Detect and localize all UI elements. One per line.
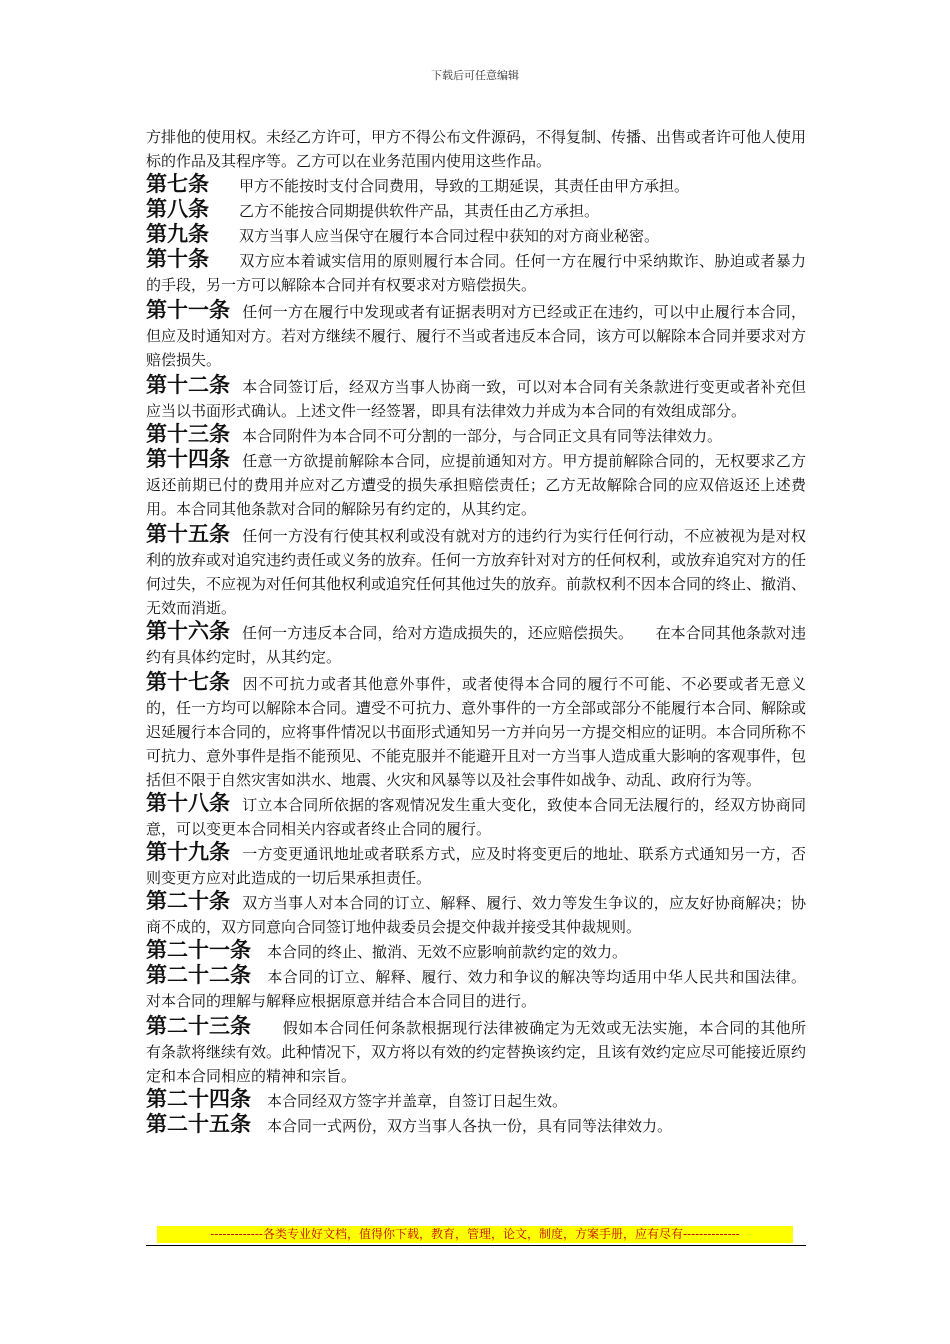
article-8: [146, 198, 806, 223]
article-text: 本合同附件为本合同不可分割的一部分，与合同正文具有同等法律效力。: [242, 427, 723, 445]
article-heading: 第二十四条: [146, 1087, 251, 1111]
article-21: [146, 939, 806, 964]
article-text: 订立本合同所依据的客观情况发生重大变化，致使本合同无法履行的，经双方协商同意，可以变更本合同相关内容或者终止合同的履行。: [146, 796, 806, 838]
article-10: [146, 248, 806, 297]
article-text: 一方变更通讯地址或者联系方式，应及时将变更后的地址、联系方式通知另一方，否则变更方应对此造成的一切后果承担责任。: [146, 845, 806, 887]
intro-paragraph: 方排他的使用权。未经乙方许可，甲方不得公布文件源码，不得复制、传播、出售或者许可他人使用标的作品及其程序等。乙方可以在业务范围内使用这些作品。: [146, 128, 807, 170]
article-19: [146, 841, 806, 890]
article-text: 假如本合同任何条款根据现行法律被确定为无效或无法实施，本合同的其他所有条款将继续有效。此种情况下，双方将以有效的约定替换该约定，且该有效约定应尽可能接近原约定和本合同相应的精神和宗旨。: [146, 1019, 807, 1085]
article-11: [146, 299, 806, 372]
contract-body: [146, 125, 806, 1138]
article-heading: 第二十一条: [146, 938, 251, 962]
article-heading: 第七条: [146, 172, 209, 196]
article-text: 任何一方没有行使其权利或没有就对方的违约行为实行任何行动，不应被视为是对权利的放弃或对追究违约责任或义务的放弃。任何一方放弃针对对方的任何权利，或放弃追究对方的任何过失，不应视为对任何其他权利或追究任何其他过失的放弃。前款权利不因本合同的终止、撤消、无效而消逝。: [146, 527, 807, 617]
article-text: 乙方不能按合同期提供软件产品，其责任由乙方承担。: [239, 202, 600, 220]
article-text: 任何一方在履行中发现或者有证据表明对方已经或正在违约，可以中止履行本合同，但应及时通知对方。若对方继续不履行、履行不当或者违反本合同，该方可以解除本合同并要求对方赔偿损失。: [146, 303, 807, 369]
article-heading: 第二十条: [146, 889, 230, 913]
article-16: [146, 620, 806, 669]
article-text: 本合同的订立、解释、履行、效力和争议的解决等均适用中华人民共和国法律。对本合同的理解与解释应根据原意并结合本合同目的进行。: [146, 968, 806, 1010]
article-heading: 第九条: [146, 222, 209, 246]
article-text: 本合同一式两份，双方当事人各执一份，具有同等法律效力。: [267, 1117, 673, 1135]
article-25: [146, 1113, 806, 1138]
article-heading: 第十五条: [146, 522, 230, 546]
article-text: 任意一方欲提前解除本合同，应提前通知对方。甲方提前解除合同的，无权要求乙方返还前期已付的费用并应对乙方遭受的损失承担赔偿责任；乙方无故解除合同的应双倍返还上述费用。本合同其他条款对合同的解除另有约定的，从其约定。: [146, 452, 806, 518]
article-7: [146, 173, 806, 198]
article-text: 双方当事人对本合同的订立、解释、履行、效力等发生争议的，应友好协商解决；协商不成的，双方同意向合同签订地仲裁委员会提交仲裁并接受其仲裁规则。: [146, 894, 806, 936]
article-20: [146, 890, 806, 939]
article-text: 本合同签订后，经双方当事人协商一致，可以对本合同有关条款进行变更或者补充但应当以书面形式确认。上述文件一经签署，即具有法律效力并成为本合同的有效组成部分。: [146, 378, 806, 420]
article-17: [146, 671, 806, 792]
article-heading: 第十二条: [146, 373, 230, 397]
article-heading: 第十三条: [146, 422, 230, 446]
article-text: 因不可抗力或者其他意外事件，或者使得本合同的履行不可能、不必要或者无意义的，任一方均可以解除本合同。遭受不可抗力、意外事件的一方全部或部分不能履行本合同、解除或迟延履行本合同的，应将事件情况以书面形式通知另一方并向另一方提交相应的证明。本合同所称不可抗力、意外事件是指不能预见、不能克服并不能避开且对一方当事人造成重大影响的客观事件，包括但不限于自然灾害如洪水、地震、火灾和风暴等以及社会事件如战争、动乱、政府行为等。: [146, 675, 807, 789]
article-14: [146, 448, 806, 521]
page-header: 下载后可任意编辑: [431, 69, 519, 82]
article-heading: 第十八条: [146, 791, 230, 815]
article-heading: 第二十五条: [146, 1112, 251, 1136]
article-heading: 第十四条: [146, 447, 230, 471]
article-text: 本合同的终止、撤消、无效不应影响前款约定的效力。: [267, 943, 628, 961]
article-24: [146, 1088, 806, 1113]
article-heading: 第十六条: [146, 619, 230, 643]
article-heading: 第十条: [146, 247, 209, 271]
article-text: 本合同经双方签字并盖章，自签订日起生效。: [267, 1092, 568, 1110]
article-text: 甲方不能按时支付合同费用，导致的工期延误，其责任由甲方承担。: [239, 177, 690, 195]
article-heading: 第十七条: [146, 670, 230, 694]
article-heading: 第二十三条: [146, 1014, 251, 1038]
article-text: 双方应本着诚实信用的原则履行本合同。任何一方在履行中采纳欺诈、胁迫或者暴力的手段，另一方可以解除本合同并有权要求对方赔偿损失。: [146, 252, 806, 294]
footer-divider: [146, 1245, 806, 1246]
article-text: 双方当事人应当保守在履行本合同过程中获知的对方商业秘密。: [239, 227, 660, 245]
article-heading: 第二十二条: [146, 963, 251, 987]
footer-banner: -------------各类专业好文档，值得你下载，教育，管理，论文，制度，方案手册，应有尽有--------------: [157, 1226, 793, 1243]
article-heading: 第十九条: [146, 840, 230, 864]
article-heading: 第八条: [146, 197, 209, 221]
article-12: [146, 374, 806, 423]
article-heading: 第十一条: [146, 298, 230, 322]
article-23: [146, 1015, 806, 1088]
article-15: [146, 523, 806, 620]
article-22: [146, 964, 806, 1013]
article-text: 任何一方违反本合同，给对方造成损失的，还应赔偿损失。 在本合同其他条款对违约有具体约定时，从其约定。: [146, 624, 806, 666]
article-9: [146, 223, 806, 248]
article-13: [146, 423, 806, 448]
article-18: [146, 792, 806, 841]
